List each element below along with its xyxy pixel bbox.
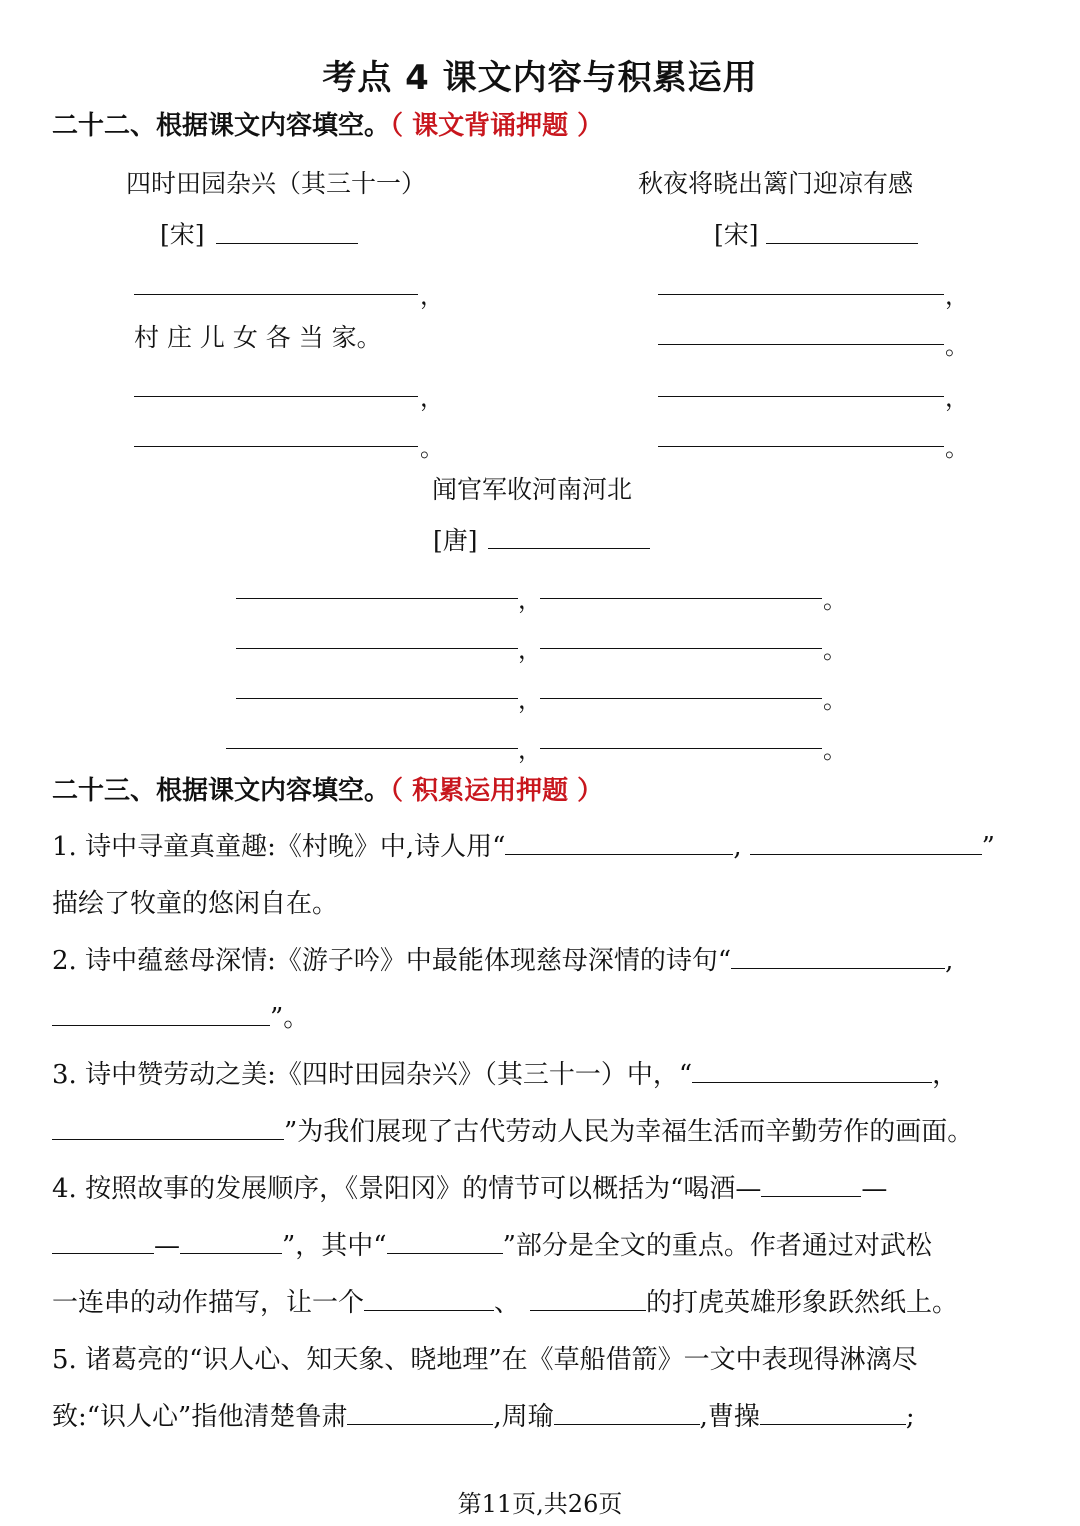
q2-end: ”。 [270, 1003, 310, 1033]
poem3-dynasty: [唐] [433, 526, 478, 555]
period: 。 [945, 434, 969, 462]
question-3-line2 [52, 1111, 973, 1148]
q1-blank-1[interactable] [505, 830, 733, 855]
q5-blank-1[interactable] [347, 1400, 493, 1425]
q4-text-5: 的打虎英雄形象跃然纸上。 [646, 1288, 959, 1318]
poem3-blank[interactable] [236, 598, 518, 599]
poem3-blank[interactable] [540, 698, 822, 699]
comma: ， [945, 384, 969, 412]
period: 。 [823, 686, 847, 714]
poem2-line4-blank[interactable] [658, 446, 944, 447]
q2-text: 2. 诗中蕴慈母深情:《游子吟》中最能体现慈母深情的诗句“ [52, 946, 732, 976]
q4-text-2: ”，其中“ [282, 1231, 387, 1261]
poem3-blank[interactable] [236, 698, 518, 699]
q2-sep: , [945, 946, 954, 976]
section-23-heading [52, 770, 603, 807]
page-number: 第11页,共26页 [457, 1490, 623, 1518]
q5-text-2: ,周瑜 [493, 1402, 554, 1432]
comma: ， [945, 282, 969, 310]
section-23-tag: （ 积累运用押题 ） [390, 776, 604, 806]
q4-text: 4. 按照故事的发展顺序，《景阳冈》的情节可以概括为“喝酒— [52, 1174, 762, 1204]
poem3-title: 闻官军收河南河北 [432, 475, 633, 504]
q5-text-3: ,曹操 [699, 1402, 760, 1432]
poem3-blank[interactable] [540, 748, 822, 749]
poem2-line2-blank[interactable] [658, 344, 944, 345]
q3-blank-1[interactable] [692, 1058, 932, 1083]
q2-blank-2[interactable] [52, 1001, 270, 1026]
q3-text: 3. 诗中赞劳动之美:《四时田园杂兴》（其三十一）中，“ [52, 1060, 693, 1090]
q4-sep: 、 [494, 1288, 521, 1318]
question-1-line1 [52, 826, 995, 863]
question-5-line2 [52, 1396, 915, 1433]
poem3-blank[interactable] [540, 648, 822, 649]
comma: ， [420, 384, 444, 412]
poem3-blank[interactable] [540, 598, 822, 599]
period: 。 [420, 434, 444, 462]
poem2-line3-blank[interactable] [658, 396, 944, 397]
q4-blank-3[interactable] [180, 1229, 282, 1254]
poem1-line1-blank[interactable] [134, 294, 418, 295]
q5-text: 致:“识人心”指他清楚鲁肃 [52, 1402, 348, 1432]
q3-text-2: ”为我们展现了古代劳动人民为幸福生活而辛勤劳作的画面。 [284, 1117, 974, 1147]
section-23-label: 二十三、根据课文内容填空。 [52, 776, 391, 806]
poem2-author-blank[interactable] [766, 243, 918, 244]
question-4-line1 [52, 1168, 887, 1205]
q4-text-3: ”部分是全文的重点。作者通过对武松 [502, 1231, 932, 1261]
poem3-blank[interactable] [226, 748, 518, 749]
period: 。 [823, 586, 847, 614]
period: 。 [823, 636, 847, 664]
q1-sep: , [733, 832, 742, 862]
q5-end: ; [905, 1402, 915, 1432]
question-4-line3 [52, 1282, 958, 1319]
q4-text-4: 一连串的动作描写，让一个 [52, 1288, 365, 1318]
period: 。 [945, 332, 969, 360]
q4-blank-5[interactable] [364, 1286, 494, 1311]
poem2-title: 秋夜将晓出篱门迎凉有感 [638, 169, 914, 198]
question-3-line1 [52, 1054, 958, 1091]
section-22-label: 二十二、根据课文内容填空。 [52, 111, 391, 141]
q4-blank-6[interactable] [530, 1286, 646, 1311]
q4-dash: — [154, 1231, 180, 1261]
q5-blank-3[interactable] [760, 1400, 906, 1425]
page-title: 考点 4 课文内容与积累运用 [322, 58, 758, 98]
q1-end: ” [981, 832, 995, 862]
comma: ， [518, 636, 542, 664]
q4-dash: — [861, 1174, 888, 1204]
poem1-author-blank[interactable] [216, 243, 358, 244]
question-2-line2 [52, 997, 309, 1034]
q5-blank-2[interactable] [554, 1400, 700, 1425]
poem1-line3-blank[interactable] [134, 396, 418, 397]
poem2-line1-blank[interactable] [658, 294, 944, 295]
poem1-title: 四时田园杂兴（其三十一） [126, 169, 427, 198]
period: 。 [823, 736, 847, 764]
q3-sep: ， [932, 1060, 959, 1090]
q2-blank-1[interactable] [731, 944, 945, 969]
comma: ， [518, 686, 542, 714]
poem1-dynasty: [宋] [160, 220, 205, 249]
q1-blank-2[interactable] [750, 830, 982, 855]
comma: ， [518, 736, 542, 764]
poem3-author-blank[interactable] [488, 548, 650, 549]
poem2-dynasty: [宋] [714, 220, 759, 249]
q4-blank-1[interactable] [761, 1172, 861, 1197]
poem1-known-line: 村 庄 儿 女 各 当 家。 [134, 323, 382, 352]
question-2-line1 [52, 940, 953, 977]
question-1-line2: 描绘了牧童的悠闲自在。 [52, 889, 339, 919]
q1-text: 1. 诗中寻童真童趣:《村晚》中,诗人用“ [52, 832, 506, 862]
question-4-line2 [52, 1225, 932, 1262]
section-22-tag: （ 课文背诵押题 ） [390, 111, 604, 141]
poem1-line4-blank[interactable] [134, 446, 418, 447]
q3-blank-2[interactable] [52, 1115, 284, 1140]
question-5-line1: 5. 诸葛亮的“识人心、知天象、晓地理”在《草船借箭》一文中表现得淋漓尽 [52, 1345, 918, 1375]
q4-blank-4[interactable] [387, 1229, 503, 1254]
q4-blank-2[interactable] [52, 1229, 154, 1254]
comma: ， [420, 282, 444, 310]
section-22-heading [52, 105, 603, 142]
poem3-blank[interactable] [236, 648, 518, 649]
comma: ， [518, 586, 542, 614]
